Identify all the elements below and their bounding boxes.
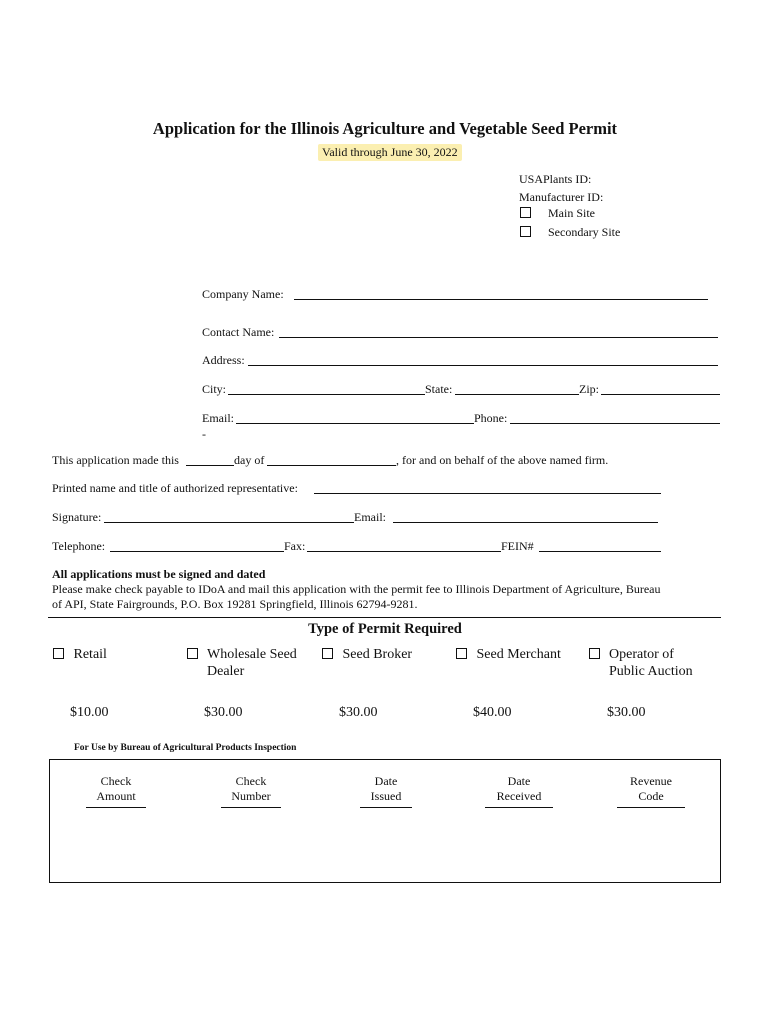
- printed-name-label: Printed name and title of authorized representative:: [52, 481, 298, 495]
- signature-field[interactable]: [104, 522, 354, 523]
- section-divider: [48, 617, 721, 618]
- date-received-line-2: Received: [496, 788, 542, 803]
- check-number-column: [211, 774, 291, 803]
- seed-merchant-price: $40.00: [473, 705, 512, 720]
- valid-through-badge: Valid through June 30, 2022: [318, 144, 462, 161]
- check-amount-line-1: Check: [100, 774, 132, 788]
- instructions-heading: All applications must be signed and dated: [52, 567, 266, 581]
- seed-merchant-label: Seed Merchant: [476, 647, 561, 662]
- date-received-line-1: Date: [507, 774, 531, 788]
- fax-label: Fax:: [284, 539, 306, 553]
- permit-option-public-auction[interactable]: [589, 646, 714, 680]
- retail-label: Retail: [73, 647, 107, 662]
- email-label: Email:: [202, 411, 234, 425]
- on-behalf-text: , for and on behalf of the above named firm.: [396, 453, 609, 467]
- telephone-label: Telephone:: [52, 539, 106, 553]
- public-auction-label: Operator of Public Auction: [609, 647, 693, 679]
- permit-option-wholesale[interactable]: [187, 646, 312, 680]
- main-site-option[interactable]: [520, 206, 595, 221]
- secondary-site-label: Secondary Site: [548, 225, 621, 239]
- date-issued-column: [346, 774, 426, 803]
- public-auction-checkbox[interactable]: [589, 648, 600, 659]
- stray-dash: -: [202, 427, 206, 441]
- date-issued-underline: [360, 807, 412, 808]
- state-label: State:: [425, 382, 453, 396]
- permit-option-seed-merchant[interactable]: [456, 646, 581, 663]
- check-amount-underline: [86, 807, 146, 808]
- phone-label: Phone:: [474, 411, 508, 425]
- manufacturer-id-label: Manufacturer ID:: [519, 190, 604, 204]
- fax-field[interactable]: [307, 551, 501, 552]
- printed-name-field[interactable]: [314, 493, 661, 494]
- date-received-underline: [485, 807, 553, 808]
- fein-label: FEIN#: [501, 539, 534, 553]
- instructions-line-1: Please make check payable to IDoA and mail this application with the permit fee to Illinois Department of Agriculture, Bureau: [52, 582, 661, 596]
- made-this-label: This application made this: [52, 453, 179, 467]
- revenue-code-underline: [617, 807, 685, 808]
- main-site-label: Main Site: [548, 206, 595, 220]
- wholesale-label: Wholesale Seed Dealer: [207, 647, 297, 679]
- seed-broker-checkbox[interactable]: [322, 648, 333, 659]
- secondary-site-checkbox[interactable]: [520, 226, 531, 237]
- check-number-underline: [221, 807, 281, 808]
- day-field[interactable]: [186, 465, 234, 466]
- seed-broker-label: Seed Broker: [342, 647, 413, 662]
- office-use-heading: For Use by Bureau of Agricultural Products Inspection: [74, 743, 297, 753]
- signature-label: Signature:: [52, 510, 102, 524]
- rep-email-field[interactable]: [393, 522, 658, 523]
- public-auction-price: $30.00: [607, 705, 646, 720]
- city-field[interactable]: [228, 394, 425, 395]
- day-of-label: day of: [234, 453, 265, 467]
- wholesale-checkbox[interactable]: [187, 648, 198, 659]
- company-name-label: Company Name:: [202, 287, 284, 301]
- retail-checkbox[interactable]: [53, 648, 64, 659]
- rep-email-label: Email:: [354, 510, 386, 524]
- permit-type-heading: Type of Permit Required: [308, 621, 462, 637]
- address-label: Address:: [202, 353, 245, 367]
- contact-name-label: Contact Name:: [202, 325, 275, 339]
- usaplants-id-label: USAPlants ID:: [519, 172, 592, 186]
- revenue-code-column: [611, 774, 691, 803]
- email-field[interactable]: [236, 423, 474, 424]
- revenue-code-line-2: Code: [638, 788, 664, 803]
- permit-option-seed-broker[interactable]: [322, 646, 447, 663]
- phone-field[interactable]: [510, 423, 720, 424]
- date-issued-line-2: Issued: [370, 788, 402, 803]
- wholesale-price: $30.00: [204, 705, 243, 720]
- date-received-column: [479, 774, 559, 803]
- main-site-checkbox[interactable]: [520, 207, 531, 218]
- revenue-code-line-1: Revenue: [630, 774, 672, 788]
- seed-merchant-checkbox[interactable]: [456, 648, 467, 659]
- state-field[interactable]: [455, 394, 579, 395]
- check-number-line-1: Check: [235, 774, 267, 788]
- seed-broker-price: $30.00: [339, 705, 378, 720]
- company-name-field[interactable]: [294, 299, 708, 300]
- zip-label: Zip:: [579, 382, 599, 396]
- zip-field[interactable]: [601, 394, 720, 395]
- form-title: Application for the Illinois Agriculture and Vegetable Seed Permit: [152, 119, 618, 138]
- secondary-site-option[interactable]: [520, 225, 620, 240]
- fein-field[interactable]: [539, 551, 661, 552]
- contact-name-field[interactable]: [279, 337, 718, 338]
- instructions-line-2: of API, State Fairgrounds, P.O. Box 19281 Springfield, Illinois 62794-9281.: [52, 597, 418, 611]
- city-label: City:: [202, 382, 227, 396]
- month-field[interactable]: [267, 465, 396, 466]
- permit-option-retail[interactable]: [53, 646, 173, 663]
- retail-price: $10.00: [70, 705, 109, 720]
- check-amount-line-2: Amount: [96, 788, 136, 803]
- date-issued-line-1: Date: [374, 774, 398, 788]
- address-field[interactable]: [248, 365, 718, 366]
- telephone-field[interactable]: [110, 551, 284, 552]
- check-number-line-2: Number: [231, 788, 271, 803]
- check-amount-column: [76, 774, 156, 803]
